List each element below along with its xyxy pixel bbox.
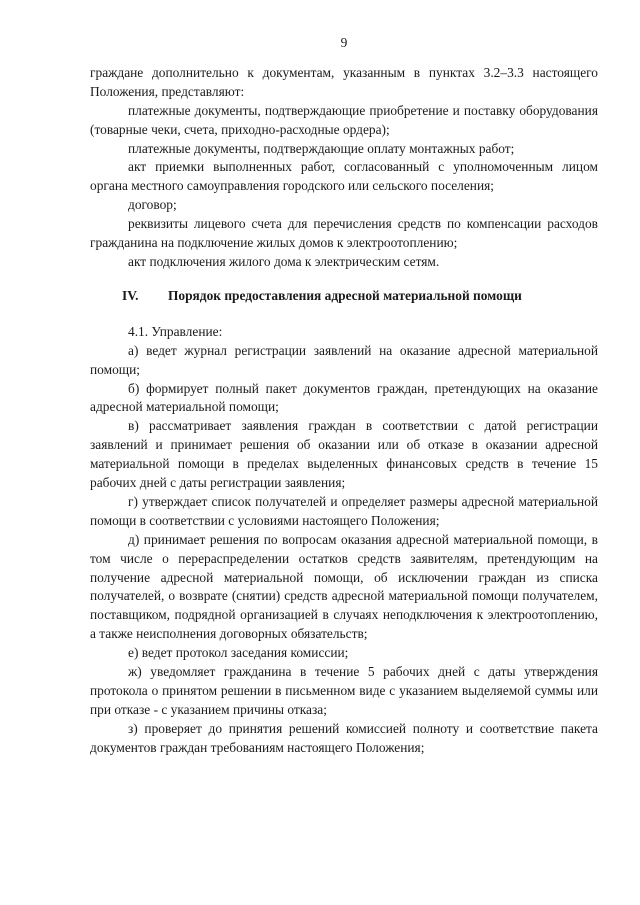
intro-item: акт приемки выполненных работ, согласованный с уполномоченным лицом органа местного самоуправления городского или сельского поселения; [90,159,598,194]
intro-lead: граждане дополнительно к документам, указанным в пунктах 3.2–3.3 настоящего Положения, представляют: [90,64,598,99]
clause-item: в) рассматривает заявления граждан в соответствии с датой регистрации заявлений и принимает решения об оказании или об отказе в оказании адресной материальной помощи в пределах выделенных финансовых средств в течение 15 рабочих дней с даты регистрации заявления; [90,418,598,491]
clause-label: 4.1. Управление: [128,323,223,339]
clause-item: з) проверяет до принятия решений комиссией полноту и соответствие пакета документов граждан требованиям настоящего Положения; [90,720,598,755]
clause-item: г) утверждает список получателей и определяет размеры адресной материальной помощи в соответствии с условиями настоящего Положения; [90,493,598,528]
intro-item: платежные документы, подтверждающие оплату монтажных работ; [128,140,515,156]
intro-item: реквизиты лицевого счета для перечисления средств по компенсации расходов гражданина на подключение жилых домов к электроотоплению; [90,216,598,251]
clause-item: ж) уведомляет гражданина в течение 5 рабочих дней с даты утверждения протокола о принятом решении в письменном виде с указанием выделяемой суммы или при отказе - с указанием причины отказа; [90,664,598,717]
clause-item: а) ведет журнал регистрации заявлений на оказание адресной материальной помощи; [90,342,598,377]
clause-item: д) принимает решения по вопросам оказания адресной материальной помощи, в том числе о перераспределении остатков средств заявителям, претендующим на получение адресной материальной помощи, об исключении граждан из списка получателей, о возврате (снятии) средств адресной материальной помощи получателем, поставщиком, подрядной организацией в случаях неподключения к электроотоплению, а также неисполнения договорных обязательств; [90,531,598,642]
intro-item: акт подключения жилого дома к электрическим сетям. [128,253,440,269]
intro-item: платежные документы, подтверждающие приобретение и поставку оборудования (товарные чеки, счета, приходно-расходные ордера); [90,102,598,137]
intro-item: договор; [128,197,177,213]
clause-item: б) формирует полный пакет документов граждан, претендующих на оказание адресной материальной помощи; [90,380,598,415]
clause-item: е) ведет протокол заседания комиссии; [128,645,349,661]
section-number: IV. [122,287,139,303]
section-heading [90,287,598,306]
page-number: 9 [340,35,348,50]
section-title: Порядок предоставления адресной материальной помощи [168,287,522,303]
document-page [90,34,598,758]
